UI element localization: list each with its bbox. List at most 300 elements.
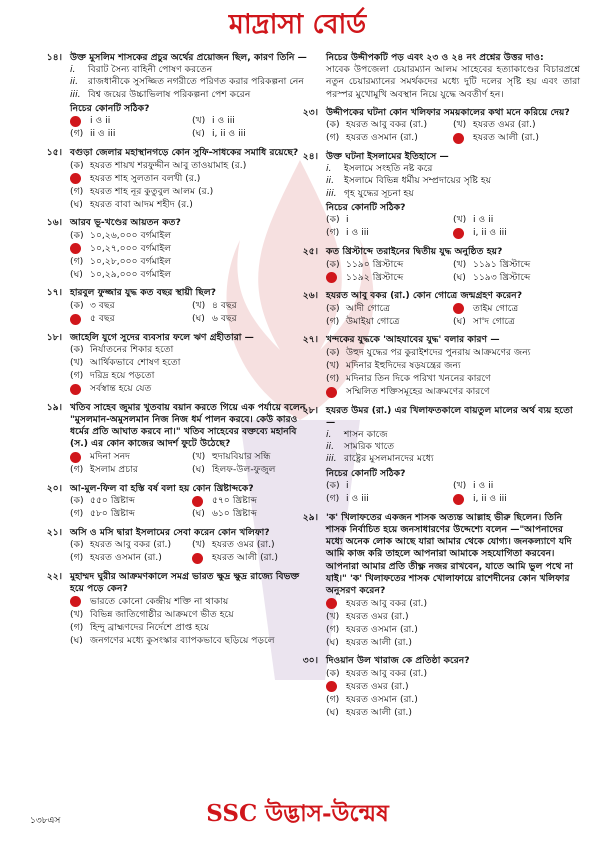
statement-numeral: i. [70,64,76,76]
answer-option [70,115,192,128]
question-block [302,511,580,649]
option [326,623,580,636]
question-number: ২৮। [302,404,318,416]
option-text: হযরত আলী (রা.) [212,552,278,564]
option-text: ১০,২৮,০০০ বর্গমাইল [90,255,172,267]
question-number: ২৩। [302,106,318,118]
options-grid [64,300,314,326]
option [326,302,453,315]
option [326,610,580,623]
left-column [46,52,314,653]
option-letter: (খ) [192,300,206,312]
answer-option [326,680,580,693]
answer-option [70,451,192,464]
option-text: ১১৯০ খ্রিস্টাব্দে [346,258,404,270]
question-text: অসি ও মসি দ্বারা ইসলামের সেবা করেন কোন খলিফা? [70,526,270,538]
answer-marker-icon [70,116,81,127]
option [326,227,453,240]
option-text: i, ii ও iii [473,227,507,239]
options-list [64,344,314,396]
option [70,508,192,521]
answer-marker-icon [326,272,337,283]
option-text: i ও ii [473,214,494,226]
answer-marker-icon [326,387,337,398]
option-letter: (গ) [70,508,84,520]
question-block [46,287,314,325]
question-text: আরব ভূ-খণ্ডের আয়তন কত? [70,217,181,229]
answer-option [70,313,192,326]
option [70,128,192,141]
statement-numeral: ii. [326,441,335,453]
question-text: উক্ত মুসলিম শাসকের প্রচুর অর্থের প্রয়োজন ছিল, কারণ তিনি — [70,52,307,63]
option-letter: (ঘ) [192,464,205,476]
statement-numeral: iii. [326,453,337,465]
option-letter: (খ) [453,480,467,492]
option-text: আদী গোত্রে [346,302,390,314]
option-letter: (ঘ) [326,636,339,648]
question-number: ১৭। [46,287,62,299]
question-block [46,217,314,281]
option [70,159,314,172]
option-letter: (ঘ) [192,128,205,140]
question-number: ১৯। [46,401,62,413]
question-text: বগুড়া জেলার মহাস্থানগড়ে কোন সুফি-সাধকের সমাধি রয়েছে? [70,147,299,159]
option-letter: (গ) [70,464,84,476]
question-number: ২৪। [302,151,318,163]
option-letter: (গ) [326,132,340,144]
answer-option [192,552,314,565]
option-letter: (গ) [70,255,84,267]
question-text: হারবুল ফুজ্জার যুদ্ধ কত বছর স্থায়ী ছিল? [70,287,217,299]
option [192,451,314,464]
option [70,185,314,198]
option-text: হযরত ওমর (রা.) [346,680,409,692]
options-list [320,597,580,649]
option [453,119,580,132]
option [70,255,314,268]
option-letter: (গ) [326,315,340,327]
option-text: হযরত আলী (রা.) [346,636,412,648]
question-block [46,331,314,396]
question-text: নিচের উদ্দীপকটি পড় এবং ২৩ ও ২৪ নং প্রশ্নের উত্তর দাও: [326,52,544,63]
right-column [302,52,580,725]
option-letter: (গ) [326,623,340,635]
question-number: ২৯। [302,511,318,523]
option-letter: (ক) [70,495,84,507]
options-grid [320,214,580,240]
option-text: ii ও iii [90,128,116,140]
board-title: মাদ্রাসা বোর্ড [228,9,367,40]
answer-option [70,172,314,185]
option-text: সর্বস্বান্ত হয়ে যেত [90,383,152,395]
option-text: ৫৫০ খ্রিষ্টাব্দ [90,495,135,507]
option [192,313,314,326]
statement-text: শাসন কাজে [344,429,388,441]
statement-item [64,76,314,88]
option-text: i ও iii [212,115,235,127]
question-number: ২৭। [302,334,318,346]
option-text: তাইম গোত্রে [473,302,519,314]
option-text: ৬১০ খ্রিষ্টাব্দ [212,508,257,520]
option-letter: (খ) [326,360,340,372]
option-text: হযরত আলী (রা.) [346,706,412,718]
statement-item [320,175,580,187]
option-letter: (ঘ) [70,198,83,210]
question-text: উদ্দীপকের ঘটনা কোন খলিফার সময়কালের কথা মনে করিয়ে দেয়? [326,106,570,118]
option-text: হযরত শাহ সুলতান বলখী (র.) [90,172,201,184]
question-block [302,404,580,506]
answer-option [453,302,580,315]
option [326,480,453,493]
option-text: ১১৯২ খ্রিস্টাব্দে [346,271,404,283]
answer-marker-icon [453,303,464,314]
option-text: হযরত বাবা আদম শহীদ (র.) [90,198,193,210]
question-block [46,571,314,647]
answer-marker-icon [192,496,203,507]
option-letter: (গ) [326,373,340,385]
option-letter: (গ) [70,370,84,382]
option-letter: (গ) [326,693,340,705]
option [70,464,192,477]
question-block [46,526,314,565]
option [453,315,580,328]
option-text: ৫৮০ খ্রিষ্টাব্দ [90,508,135,520]
answer-marker-icon [70,596,81,607]
option-text: i ও iii [346,227,369,239]
question-number: ২৬। [302,290,318,302]
option-letter: (ক) [70,159,84,171]
option-text: হযরত আবু বকর (রা.) [90,539,172,551]
sub-question: নিচের কোনটি সঠিক? [326,467,406,479]
option-text: ভারতে কোনো কেন্দ্রীয় শক্তি না থাকায় [90,595,229,607]
option-text: হুদায়বিয়ার সন্ধি [212,451,271,463]
question-number: ২১। [46,526,62,538]
question-block [302,655,580,719]
option-text: ১০,২৬,০০০ বর্গমাইল [90,229,172,241]
footer-title: SSC উদ্ভাস-উন্মেষ [206,800,389,827]
option-text: নির্যাতনের শিকার হতো [90,344,174,356]
statement-text: রাষ্ট্রের মুসলমানদের মধ্যে [344,453,434,465]
option-text: বিভিন্ন জাতিগোষ্ঠীর আক্রমণে ভীত হয়ে [90,608,234,620]
option [326,373,580,386]
option-letter: (ঘ) [326,706,339,718]
answer-marker-icon [70,173,81,184]
option-text: ৫ বছর [90,313,115,325]
answer-option [453,227,580,240]
option-text: ১১৯১ খ্রিস্টাব্দে [473,258,531,270]
option [70,357,314,370]
option-letter: (খ) [453,214,467,226]
question-number: ৩০। [302,655,318,667]
option-letter: (ক) [326,667,340,679]
option [326,636,580,649]
option-text: i ও ii [90,115,111,127]
option-letter: (ক) [326,480,340,492]
option-letter: (ঘ) [453,315,466,327]
answer-marker-icon [70,384,81,395]
answer-marker-icon [326,681,337,692]
option-text: উমাইয়া গোত্রে [346,315,400,327]
option-letter: (খ) [70,608,84,620]
option [326,132,453,145]
option-text: হিলফ-উল-ফুজুল [212,464,276,476]
question-text: হযরত আবু বকর (রা.) কোন গোত্রে জন্মগ্রহণ করেন? [326,290,523,302]
answer-marker-icon [453,133,464,144]
option-letter: (খ) [70,357,84,369]
options-grid [320,302,580,328]
option [326,360,580,373]
statement-text: বিরাট সৈন্য বাহিনী পোষণ করতেন [88,64,213,76]
option-text: ৫৭০ খ্রিষ্টাব্দ [212,495,257,507]
question-block [46,482,314,521]
question-text: দিওয়ান উল খারাজ কে প্রতিষ্ঠা করেন? [326,655,470,667]
option [70,621,314,634]
option-letter: (গ) [326,493,340,505]
option [70,370,314,383]
option-text: ৪ বছর [212,300,237,312]
option-letter: (ঘ) [453,271,466,283]
option-letter: (খ) [326,610,340,622]
option-letter: (গ) [70,621,84,633]
answer-option [326,597,580,610]
question-number: ১৮। [46,331,62,343]
option [70,634,314,647]
question-block [302,334,580,398]
option-text: দরিদ্র হয়ে পড়তো [90,370,155,382]
question-text: 'ক' খিলাফতের একজন শাসক অত্যন্ত আল্লাহ ভীরু ছিলেন। তিনি শাসক নির্বাচিত হয়ে জনসাধারণের উদ্দেশ্যে বলেন —"আপনাদের মধ্যে অনেক লোক আছে যারা আমার থেকে যোগ্য। জনকল্যাণে যদি আমি কাজ করি তাহলে আপনারা আমাকে সহযোগিতা করবেন। আপনারা আমার প্রতি তীক্ষ্ণ নজর রাখবেন, যাতে আমি ভুল পথে না যাই।" 'ক' খিলাফতের শাসক খোলাফায়ে রাশেদীনের কোন খলিফার অনুসরণ করেন? [326,511,573,597]
option-text: মদিনার তিন দিকে পরিখা খননের কারণে [346,373,491,385]
option-text: হিন্দু ব্রাহ্মণদের নির্দেশে প্রাপ্ত হয়ে [90,621,210,633]
option-text: i [346,480,349,492]
question-number: ২০। [46,482,62,494]
statement-text: ইসলামে বিভিন্ন ধর্মীয় সম্প্রদায়ের সৃষ্টি হয় [344,175,492,187]
statement-text: বিশ্ব জয়ের উচ্চাভিলাষ পরিকল্পনা পেশ করেন [88,88,251,100]
question-number: ১৬। [46,217,62,229]
option [70,268,314,281]
answer-option [326,271,453,284]
option [326,119,453,132]
option [453,271,580,284]
question-block [302,106,580,145]
option-text: ৩ বছর [90,300,115,312]
option-text: হযরত আবু বকর (রা.) [346,667,428,679]
option-text: সম্মিলিত শক্তিসমূহের আক্রমণের কারণে [346,386,490,398]
sub-question: নিচের কোনটি সঠিক? [326,201,406,213]
option-letter: (ক) [326,119,340,131]
question-block [302,246,580,284]
options-grid [320,480,580,506]
options-grid [64,451,314,477]
answer-option [70,595,314,608]
statement-text: গৃহ যুদ্ধের সূচনা হয় [344,187,414,199]
option-text: মদিনার ইহুদিদের ষড়যন্ত্রের জন্য [346,360,461,372]
answer-marker-icon [70,452,81,463]
question-text: কত খ্রিস্টাব্দে তরাইনের দ্বিতীয় যুদ্ধ অনুষ্ঠিত হয়? [326,246,503,258]
option [326,214,453,227]
option-letter: (খ) [192,451,206,463]
option [453,258,580,271]
option-letter: (ক) [70,539,84,551]
option [70,344,314,357]
question-block [46,52,314,141]
option [70,198,314,211]
question-number: ১৪। [46,52,62,63]
option-letter: (ক) [326,347,340,359]
option-letter: (গ) [70,552,84,564]
option-text: ১১৯৩ খ্রিস্টাব্দে [473,271,531,283]
option [326,693,580,706]
option [326,258,453,271]
option [70,495,192,508]
statement-item [320,453,580,465]
option [70,300,192,313]
options-grid [320,258,580,284]
option [453,480,580,493]
statement-numeral: i. [326,163,332,175]
option [70,229,314,242]
statement-item [320,188,580,200]
option-letter: (ঘ) [70,634,83,646]
question-block [302,290,580,328]
option [192,464,314,477]
option [453,214,580,227]
option [192,539,314,552]
option-text: হযরত ওমর (রা.) [473,119,536,131]
statement-numeral: iii. [70,88,81,100]
option-text: ১০,২৭,০০০ বর্গমাইল [90,242,172,254]
option-letter: (খ) [453,258,467,270]
option-letter: (গ) [70,128,84,140]
option-text: হযরত শাহ নূর কুতুবুল আলম (র.) [90,185,214,197]
option-text: হযরত শায়খ শরফুদ্দীন আবু তাওয়ামাহ (র.) [90,159,247,171]
option-letter: (ক) [70,300,84,312]
question-text: আ-মুল-ফিল বা হস্তি বর্ষ বলা হয় কোন খ্রিষ্টাব্দকে? [70,482,254,494]
statement-numeral: i. [326,429,332,441]
option-text: হযরত ওসমান (রা.) [346,132,418,144]
option-text: মদিনা সনদ [90,451,131,463]
statement-text: রাজধানীকে সুসজ্জিত নগরীতে পরিণত করার পরিকল্পনা নেন [88,76,304,88]
option-letter: (ক) [326,214,340,226]
question-block [46,401,314,477]
option-text: ১০,২৯,০০০ বর্গমাইল [90,268,172,280]
question-text: উক্ত ঘটনা ইসলামের ইতিহাসে — [326,151,449,163]
question-text: হযরত উমর (রা.) এর খিলাফতকালে বায়তুল মালের অর্থ ব্যয় হতো — [326,404,573,428]
answer-marker-icon [70,243,81,254]
option-text: i, ii ও iii [473,493,507,505]
answer-marker-icon [70,314,81,325]
option [326,315,453,328]
options-list [64,595,314,647]
option [326,706,580,719]
answer-option [70,383,314,396]
option-text: হযরত ওমর (রা.) [212,539,275,551]
option-text: উহুদ যুদ্ধের পর কুরাইশদের পুনরায় আক্রমণের জন্য [346,347,531,359]
option [326,667,580,680]
answer-option [326,386,580,399]
option-text: হযরত আবু বকর (রা.) [346,597,428,609]
option-text: সা'দ গোত্রে [473,315,515,327]
options-grid [64,495,314,521]
option-text: হযরত আলী (রা.) [473,132,539,144]
option-letter: (গ) [70,185,84,197]
question-block [320,52,580,101]
option-text: হযরত ওসমান (রা.) [346,693,418,705]
option-letter: (খ) [453,119,467,131]
answer-marker-icon [192,553,203,564]
option-text: আর্থিকভাবে শোষণ হতো [90,357,181,369]
answer-marker-icon [326,598,337,609]
option-letter: (গ) [326,227,340,239]
option-text: i ও iii [346,493,369,505]
option-text: হযরত ওমর (রা.) [346,610,409,622]
statement-text: সামরিক খাতে [344,441,395,453]
option-letter: (ক) [326,302,340,314]
statement-numeral: ii. [326,175,335,187]
option-text: ইসলাম প্রচার [90,464,138,476]
statement-numeral: iii. [326,187,337,199]
option-text: i [346,214,349,226]
option [70,608,314,621]
answer-option [453,493,580,506]
options-grid [64,539,314,565]
options-grid [320,119,580,145]
question-number: ১৫। [46,147,62,159]
question-text: খতিব সাহেব জুমার খুতবায় বয়ান করতে গিয়ে এক পর্যায়ে বলেন "মুসলমান-অমুসলমান নিজ নিজ ধর্ম পালন করবে। কেউ কারও ধর্মের প্রতি আঘাত করবে না।" খতিব সাহেবের বক্তব্যে মহানবি (স.) এর কোন কাজের আদর্শ ফুটে উঠেছে? [70,401,306,450]
option [70,552,192,565]
options-list [320,347,580,399]
option-text: হযরত ওসমান (রা.) [90,552,162,564]
option [326,493,453,506]
statement-item [320,441,580,453]
sub-question: নিচের কোনটি সঠিক? [70,102,150,114]
option-text: i, ii ও iii [212,128,246,140]
option-text: হযরত ওসমান (রা.) [346,623,418,635]
options-list [64,159,314,211]
answer-option [70,242,314,255]
option-letter: (খ) [192,539,206,551]
answer-marker-icon [453,228,464,239]
question-text: জাহেলি যুগে সুদের ব্যবসার ফলে ঋণ গ্রহীতারা — [70,331,254,343]
page-number: ১৩৮এস [30,816,61,826]
answer-marker-icon [453,494,464,505]
question-number: ২৫। [302,246,318,258]
statement-item [64,89,314,101]
question-block [302,151,580,240]
statement-item [64,64,314,76]
options-grid [64,115,314,141]
option [192,128,314,141]
option-letter: (ঘ) [192,508,205,520]
statement-item [320,163,580,175]
statement-item [320,429,580,441]
statement-numeral: ii. [70,76,79,88]
statement-text: ইসলামে সংহতি নষ্ট করে [344,163,433,175]
option-text: i ও ii [473,480,494,492]
option [326,347,580,360]
question-text: খন্দকের যুদ্ধকে 'আহযাবের যুদ্ধ' বলার কারণ — [326,334,500,346]
options-list [64,229,314,281]
option-letter: (খ) [192,115,206,127]
option-letter: (ক) [70,229,84,241]
option-text: ৬ বছর [212,313,237,325]
question-number: ২২। [46,571,62,583]
question-block [46,147,314,211]
question-text: মুহাম্মদ ঘুরীর আক্রমণকালে সমগ্র ভারত ক্ষুদ্র ক্ষুদ্র রাজ্যে বিভক্ত হয়ে পড়ে কেন? [70,571,300,595]
option-letter: (ঘ) [192,313,205,325]
option-letter: (ক) [326,258,340,270]
option-letter: (ঘ) [70,268,83,280]
option [70,539,192,552]
